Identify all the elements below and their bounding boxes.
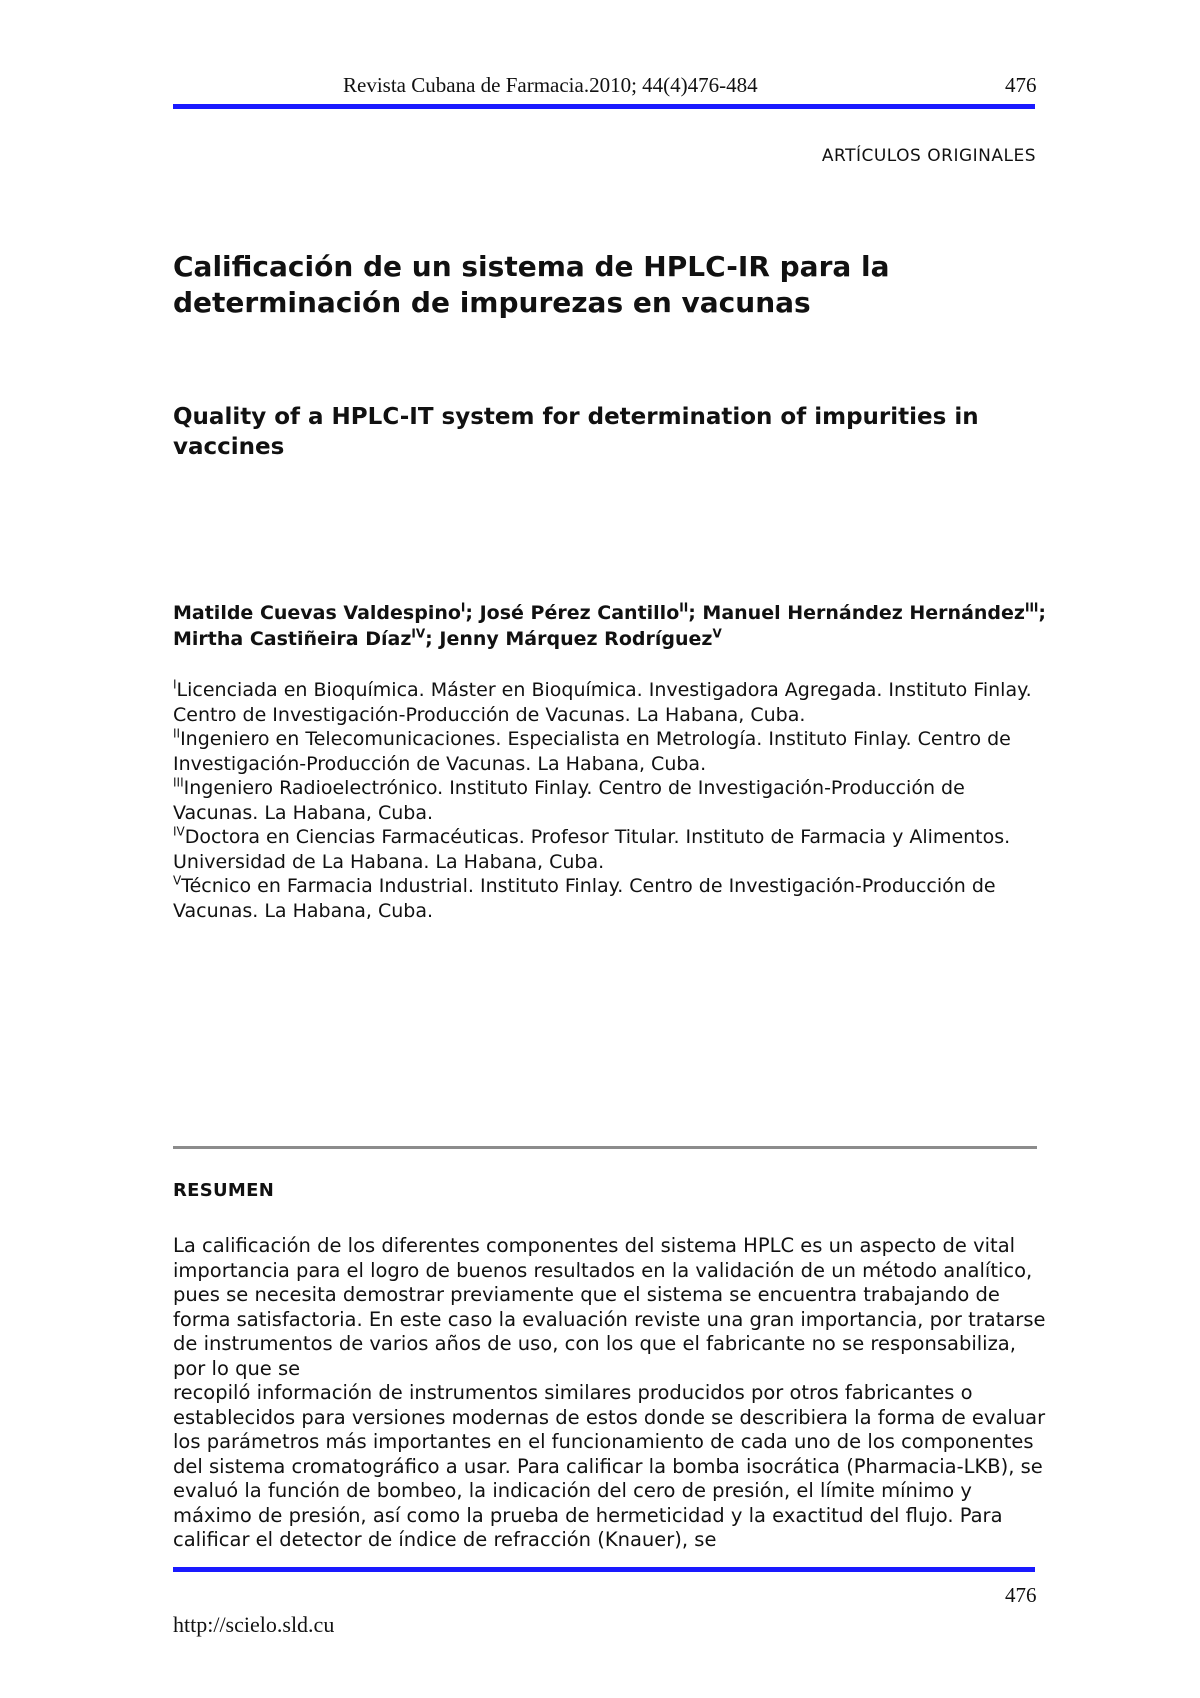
affiliation-text: Doctora en Ciencias Farmacéuticas. Profesor Titular. Instituto de Farmacia y Alimentos. Universidad de La Habana. La Habana, Cuba. [173,826,1011,873]
affiliation-marker: II [173,726,181,741]
header-rule [173,104,1035,109]
affiliation-list [173,678,1053,923]
author-list [173,600,1053,652]
affiliation-item [173,825,1053,874]
affiliation-item [173,874,1053,923]
abstract-paragraph: recopiló información de instrumentos similares producidos por otros fabricantes o establecidos para versiones modernas de estos donde se describiera la forma de evaluar los parámetros más importantes en el funcionamiento de cada uno de los componentes del sistema cromatográfico a usar. Para calificar la bomba isocrática (Pharmacia-LKB), se evaluó la función de bombeo, la indicación del cero de presión, el límite mínimo y máximo de presión, así como la prueba de hermeticidad y la exactitud del flujo. Para calificar el detector de índice de refracción (Knauer), se [173,1381,1046,1551]
affiliation-item [173,678,1053,727]
affiliation-text: Licenciada en Bioquímica. Máster en Bioquímica. Investigadora Agregada. Instituto Finlay. Centro de Investigación-Producción de Vacunas. La Habana, Cuba. [173,679,1032,726]
author-affiliation-marker: I [460,600,466,615]
author-affiliation-marker: III [1024,600,1039,615]
author-name: Matilde Cuevas Valdespino [173,602,461,624]
affiliation-marker: V [173,873,182,888]
affiliation-marker: I [173,677,177,692]
affiliation-marker: III [173,775,184,790]
header-page-number: 476 [1005,73,1037,97]
author-affiliation-marker: V [712,626,722,641]
footer-url[interactable]: http://scielo.sld.cu [173,1612,335,1637]
affiliation-item [173,727,1053,776]
author-separator: ; [465,602,480,624]
section-divider [173,1146,1037,1149]
author-affiliation-marker: II [679,600,689,615]
abstract-text [173,1234,1048,1560]
affiliation-item [173,776,1053,825]
affiliation-marker: IV [173,824,185,839]
article-title-spanish: Calificación de un sistema de HPLC-IR para la determinación de impurezas en vacunas [173,250,890,319]
author-affiliation-marker: IV [411,626,426,641]
article-title-english: Quality of a HPLC-IT system for determination of impurities in vaccines [173,404,979,460]
abstract-heading: RESUMEN [173,1180,275,1201]
section-label: ARTÍCULOS ORIGINALES [821,146,1036,166]
author-name: José Pérez Cantillo [479,602,680,624]
affiliation-text: Ingeniero Radioelectrónico. Instituto Finlay. Centro de Investigación-Producción de Vacunas. La Habana, Cuba. [173,777,965,824]
journal-header: Revista Cubana de Farmacia.2010; 44(4)476-484 [343,73,758,97]
footer-page-number: 476 [1005,1583,1037,1607]
affiliation-text: Ingeniero en Telecomunicaciones. Especialista en Metrología. Instituto Finlay. Centro de Investigación-Producción de Vacunas. La Habana, Cuba. [173,728,1011,775]
author-name: Manuel Hernández Hernández [702,602,1025,624]
author-separator: ; [688,602,703,624]
abstract-paragraph: La calificación de los diferentes componentes del sistema HPLC es un aspecto de vital importancia para el logro de buenos resultados en la validación de un método analítico, pues se necesita demostrar previamente que el sistema se encuentra trabajando de forma satisfactoria. En este caso la evaluación reviste una gran importancia, por tratarse de instrumentos de varios años de uso, con los que el fabricante no se responsabiliza, por lo que se [173,1234,1046,1380]
author-separator: ; [1038,602,1046,624]
footer-rule [173,1567,1035,1572]
author-name: Mirtha Castiñeira Díaz [173,628,412,650]
author-separator: ; [425,628,440,650]
affiliation-text: Técnico en Farmacia Industrial. Instituto Finlay. Centro de Investigación-Producción de Vacunas. La Habana, Cuba. [173,875,996,922]
author-name: Jenny Márquez Rodríguez [439,628,713,650]
